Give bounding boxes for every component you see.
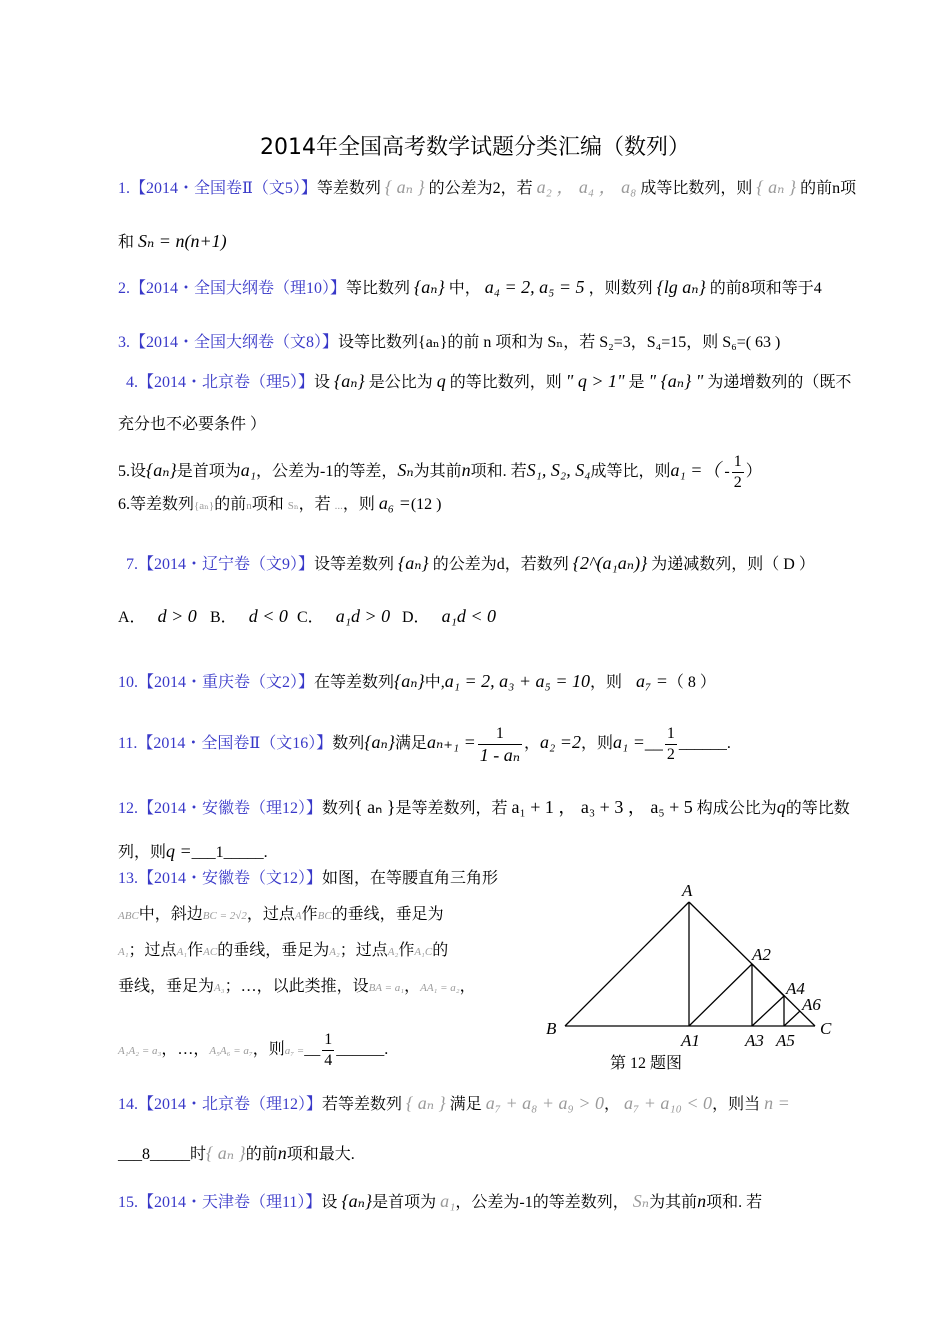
- math-expression: {aₙ}: [334, 371, 365, 391]
- math-expression: {aₙ}: [414, 277, 445, 297]
- problem-1: [118, 176, 856, 200]
- math-expression: q: [436, 371, 446, 391]
- math-expression: { aₙ }: [406, 1093, 446, 1113]
- segment-a1a2: [689, 964, 752, 1026]
- math-expression: {aₙ}: [398, 553, 429, 573]
- fraction-numerator: 1: [732, 452, 744, 473]
- math-expression: A₁: [176, 946, 188, 958]
- math-expression: a₁: [440, 1191, 456, 1211]
- problem-text: 等差数列: [316, 180, 381, 197]
- problem-text: ，则数列: [588, 280, 653, 297]
- problem-source: 【2014・全国大纲卷（文8）】: [130, 334, 339, 351]
- math-expression: A₁: [118, 946, 129, 958]
- math-expression: a₂ ， a₄ ， a₈: [536, 177, 637, 197]
- math-expression: A₂: [329, 946, 340, 958]
- problem-text: 为其前: [649, 1194, 698, 1211]
- math-expression: {2^(a₁aₙ)}: [572, 553, 648, 573]
- answer: ___1_____.: [191, 844, 268, 861]
- problem-text: ，公差为-1的等差，: [256, 463, 398, 481]
- problem-text: 的公差为d，若数列: [432, 556, 569, 573]
- triangle-figure: [540, 876, 840, 1076]
- problem-text: 中，: [448, 280, 481, 297]
- problem-text: 中，斜边: [138, 906, 203, 923]
- fraction-denominator: 4: [324, 1052, 333, 1069]
- problem-source: 【2014・全国大纲卷（理10）】: [130, 280, 347, 297]
- problem-source: 【2014・安徽卷（文12）】: [138, 870, 323, 887]
- problem-source: 【2014・辽宁卷（文9）】: [138, 556, 315, 573]
- problem-text: ，…，: [161, 1041, 210, 1059]
- answer: （ 8 ）: [667, 674, 716, 691]
- problem-text: 满足: [395, 735, 428, 752]
- problem-source: 【2014・安徽卷（理12）】: [138, 800, 323, 817]
- fraction-denominator: 2: [666, 745, 675, 763]
- problem-text: ，: [404, 978, 421, 995]
- math-expression: a₂ =2: [540, 732, 581, 752]
- problem-text: ，: [459, 978, 476, 995]
- math-expression: a₄ = 2, a₅ = 5: [484, 277, 585, 297]
- problem-number: 14.: [118, 1096, 138, 1113]
- problem-number: 11.: [118, 735, 138, 752]
- math-expression: a₁ = 2, a₃ + a₅ = 10: [444, 671, 590, 691]
- math-expression: {aₙ}: [364, 732, 396, 752]
- problem-13-line-3: [118, 940, 448, 963]
- math-expression: a₁ =（: [670, 460, 721, 481]
- problem-text: ；…，以此类推，设: [224, 978, 369, 995]
- answer: (12 ): [410, 496, 442, 513]
- choice-expression: a₁d < 0: [441, 606, 496, 626]
- problem-text: ；过点: [128, 942, 177, 959]
- problem-text: 列，则: [118, 844, 167, 861]
- math-expression: BA = a₁: [368, 982, 405, 994]
- problem-text: 项和最大.: [286, 1146, 355, 1163]
- math-expression: a₁: [240, 460, 256, 481]
- problem-number: 12.: [118, 800, 138, 817]
- math-expression: aₙ₊₁ =: [427, 732, 476, 752]
- problem-text: 中,: [424, 674, 445, 691]
- problem-text: 为递增数列的（既不: [707, 374, 852, 391]
- fraction-numerator: 1: [322, 1030, 334, 1051]
- problem-text: ，则当: [712, 1096, 761, 1113]
- problem-number: 4.: [126, 374, 138, 391]
- problem-text: 成等比数列，则: [640, 180, 753, 197]
- problem-number: 7.: [126, 556, 138, 573]
- choice-label: C．: [297, 609, 324, 626]
- fraction-denominator: 2: [733, 474, 742, 491]
- segment-a2a4: [752, 964, 784, 996]
- math-expression: A₁C: [414, 946, 433, 958]
- problem-source: 【2014・全国卷Ⅱ（文16）】: [137, 735, 333, 752]
- problem-text: 设等比数列{aₙ}的前 n 项和为 Sₙ，若 S₂=3，S₄=15，则 S₆=( 63 ): [338, 334, 781, 351]
- problem-text: 数列: [322, 800, 355, 817]
- label-a1: A1: [681, 1031, 700, 1050]
- problem-13: [118, 868, 498, 890]
- problem-number: 2.: [118, 280, 130, 297]
- choice-expression: a₁d > 0: [335, 606, 391, 626]
- figure-caption: 第 12 题图: [610, 1055, 683, 1072]
- problem-12: [118, 796, 850, 820]
- problem-14: [118, 1092, 790, 1116]
- math-expression: {aₙ}: [146, 460, 177, 481]
- problem-source: 【2014・北京卷（理5）】: [138, 374, 315, 391]
- problem-text: 作: [301, 906, 318, 923]
- math-expression: Sₙ: [287, 500, 299, 512]
- problem-text: 的垂线，垂足为: [331, 906, 444, 923]
- fraction-numerator: 1: [478, 724, 522, 745]
- problem-3: [118, 332, 780, 354]
- problem-text: 若等差数列: [322, 1096, 403, 1113]
- problem-text: 是公比为: [368, 374, 433, 391]
- math-expression: A₁A₂ = a₃: [118, 1045, 162, 1058]
- problem-4-line-2: [118, 414, 266, 436]
- problem-text: 为递减数列，则（ D ）: [651, 556, 815, 573]
- choice-label: A．: [118, 609, 146, 626]
- label-a2: A2: [752, 945, 771, 964]
- problem-text: 在等差数列: [314, 674, 395, 691]
- problem-text: 充分也不必要条件 ）: [118, 416, 267, 433]
- problem-text: ，: [524, 735, 541, 752]
- math-expression: AC: [203, 946, 218, 958]
- problem-source: 【2014・天津卷（理11）】: [138, 1194, 322, 1211]
- problem-number: 15.: [118, 1194, 138, 1211]
- segment-a5a6: [784, 1011, 800, 1026]
- problem-text: 等比数列: [346, 280, 411, 297]
- problem-text: 的前: [214, 496, 247, 513]
- problem-text: 为其前: [413, 463, 462, 481]
- math-expression: BC: [317, 910, 332, 922]
- problem-text: 的公差为2，若: [428, 180, 533, 197]
- problem-source: 【2014・重庆卷（文2）】: [138, 674, 315, 691]
- math-expression: { aₙ }: [206, 1143, 246, 1163]
- math-expression: Sₙ: [632, 1191, 650, 1211]
- label-a4: A4: [786, 979, 805, 998]
- label-a: A: [682, 881, 693, 900]
- problem-text: 项和. 若: [470, 463, 527, 481]
- math-expression: {aₙ}: [341, 1191, 373, 1211]
- math-expression: a₁ + 1 ， a₃ + 3 ， a₅ + 5: [511, 797, 693, 817]
- problem-text: 时: [190, 1146, 207, 1163]
- problem-text: 的等比数: [785, 800, 850, 817]
- problem-text: ，: [603, 1096, 620, 1113]
- problem-text: 垂线，垂足为: [118, 978, 215, 995]
- fraction-denominator: 1 - aₙ: [479, 744, 521, 765]
- problem-text: ，则: [589, 674, 622, 691]
- answer-fraction: [322, 1030, 334, 1071]
- choice-label: B．: [210, 609, 237, 626]
- math-expression: A₅A₆ = a₇: [209, 1045, 253, 1058]
- problem-10: [118, 670, 716, 694]
- problem-1-answer-line: [118, 230, 227, 254]
- page-title: 2014年全国高考数学试题分类汇编（数列）: [260, 135, 690, 160]
- problem-text: 作: [398, 942, 415, 959]
- label-a5: A5: [776, 1031, 795, 1050]
- fraction-numerator: 1: [665, 724, 677, 745]
- choice-expression: d > 0: [157, 606, 197, 626]
- problem-number: 1.: [118, 180, 130, 197]
- problem-14-line-2: [118, 1142, 355, 1166]
- math-expression: n =: [764, 1093, 790, 1113]
- problem-2: [118, 276, 822, 300]
- choice-d: [402, 604, 496, 627]
- label-a3: A3: [745, 1031, 764, 1050]
- math-expression: A₂: [387, 946, 399, 958]
- math-expression: n: [277, 1143, 287, 1163]
- label-b: B: [546, 1019, 557, 1038]
- problem-text: 构成公比为: [696, 800, 777, 817]
- problem-text: ，若: [298, 496, 331, 513]
- math-expression: n: [697, 1191, 707, 1211]
- problem-text: ，则: [580, 735, 613, 752]
- problem-text: ）: [745, 463, 762, 481]
- choice-label: D．: [402, 609, 430, 626]
- problem-text: 和: [118, 234, 135, 251]
- choice-c: [297, 604, 390, 627]
- problem-text: 项和. 若: [706, 1194, 763, 1211]
- math-expression: n: [246, 500, 252, 512]
- answer: ___8_____: [118, 1146, 190, 1163]
- triangle-lines: [565, 902, 815, 1026]
- math-expression: a₇ =: [635, 671, 668, 691]
- problem-13-line-4: [118, 976, 476, 999]
- problem-text: 如图，在等腰直角三角形: [322, 870, 499, 887]
- answer-fraction: [732, 452, 744, 493]
- problem-source: 【2014・全国卷Ⅱ（文5）】: [130, 180, 317, 197]
- problem-4: [126, 370, 851, 394]
- problem-text: ，公差为-1的等差数列，: [455, 1194, 629, 1211]
- math-expression: {lg aₙ}: [656, 277, 706, 297]
- math-expression: a₁ =__: [612, 732, 663, 752]
- choice-expression: d < 0: [248, 606, 288, 626]
- problem-text: 设: [314, 374, 331, 391]
- problem-13-line-2: [118, 904, 444, 927]
- problem-number: 13.: [118, 870, 138, 887]
- math-expression: { aₙ }: [384, 177, 425, 197]
- problem-12-line-2: [118, 840, 268, 864]
- problem-text: ，过点: [246, 906, 295, 923]
- problem-text: 是首项为: [176, 463, 241, 481]
- segment-a3a4: [752, 996, 784, 1026]
- problem-source: 【2014・北京卷（理12）】: [138, 1096, 323, 1113]
- problem-text: 5.设: [118, 463, 147, 481]
- math-expression: ABC: [118, 910, 139, 922]
- math-expression: S₁, S₂, S₄: [526, 460, 591, 481]
- math-expression: BC = 2√2: [202, 910, 247, 922]
- math-expression: n: [461, 460, 471, 481]
- problem-text: ；过点: [339, 942, 388, 959]
- math-expression: A₃: [214, 982, 225, 994]
- problem-text: 的前: [245, 1146, 278, 1163]
- problem-text: 的等比数列，则: [449, 374, 562, 391]
- problem-text: ，则: [342, 496, 375, 513]
- math-expression: q =: [166, 841, 192, 861]
- label-a6: A6: [802, 995, 821, 1014]
- problem-11: [118, 722, 731, 765]
- problem-text: 数列: [332, 735, 365, 752]
- math-expression: A: [294, 910, 302, 922]
- math-expression: {aₙ}: [394, 671, 425, 691]
- problem-text: 设: [321, 1194, 338, 1211]
- math-expression: a₇ =: [284, 1045, 305, 1058]
- math-expression: {aₙ}: [194, 500, 215, 512]
- math-expression: " q > 1": [565, 371, 625, 391]
- problem-text: 的前8项和等于4: [709, 280, 822, 297]
- math-expression: Sₙ: [397, 460, 414, 481]
- problem-6: [118, 492, 441, 517]
- label-c: C: [820, 1019, 832, 1038]
- answer: Sₙ = n(n+1): [138, 231, 227, 251]
- math-expression: a₆ =: [378, 493, 411, 513]
- choice-a: [118, 604, 197, 627]
- problem-text: 是等差数列，若: [395, 800, 508, 817]
- choice-b: [210, 604, 288, 627]
- answer-sign: -: [724, 463, 730, 481]
- problem-7: [126, 552, 815, 576]
- problem-text: 满足: [449, 1096, 482, 1113]
- problem-text: 项和: [251, 496, 284, 513]
- problem-text: 的前n项: [800, 180, 857, 197]
- problem-text: 作: [187, 942, 204, 959]
- math-expression: { aₙ }: [354, 797, 396, 817]
- answer-fraction: [665, 724, 677, 765]
- problem-number: 10.: [118, 674, 138, 691]
- problem-number: 3.: [118, 334, 130, 351]
- problem-text: 设等差数列: [314, 556, 395, 573]
- problem-15: [118, 1190, 762, 1214]
- math-expression: AA₁ = a₂: [420, 982, 460, 994]
- answer-blank: __: [304, 1041, 321, 1059]
- math-expression: a₇ + a₁₀ < 0: [623, 1093, 713, 1113]
- problem-text: 的: [432, 942, 449, 959]
- problem-text: 是首项为: [372, 1194, 437, 1211]
- problem-text: ，则: [252, 1041, 285, 1059]
- math-expression: a₇ + a₈ + a₉ > 0: [485, 1093, 604, 1113]
- problem-13-line-5: [118, 1030, 388, 1071]
- math-expression: " {aₙ} ": [648, 371, 704, 391]
- answer-blank: ______.: [336, 1041, 389, 1059]
- side-ab: [565, 902, 689, 1026]
- recurrence-fraction: [478, 724, 522, 765]
- problem-text: 是: [628, 374, 645, 391]
- problem-text: 的垂线，垂足为: [217, 942, 330, 959]
- answer-blank: ______.: [678, 735, 731, 752]
- problem-5: [118, 452, 762, 493]
- problem-text: 6.等差数列: [118, 496, 195, 513]
- math-expression: { aₙ }: [756, 177, 797, 197]
- math-expression: ...: [334, 500, 343, 512]
- problem-text: 成等比，则: [590, 463, 671, 481]
- math-expression: q: [776, 797, 786, 817]
